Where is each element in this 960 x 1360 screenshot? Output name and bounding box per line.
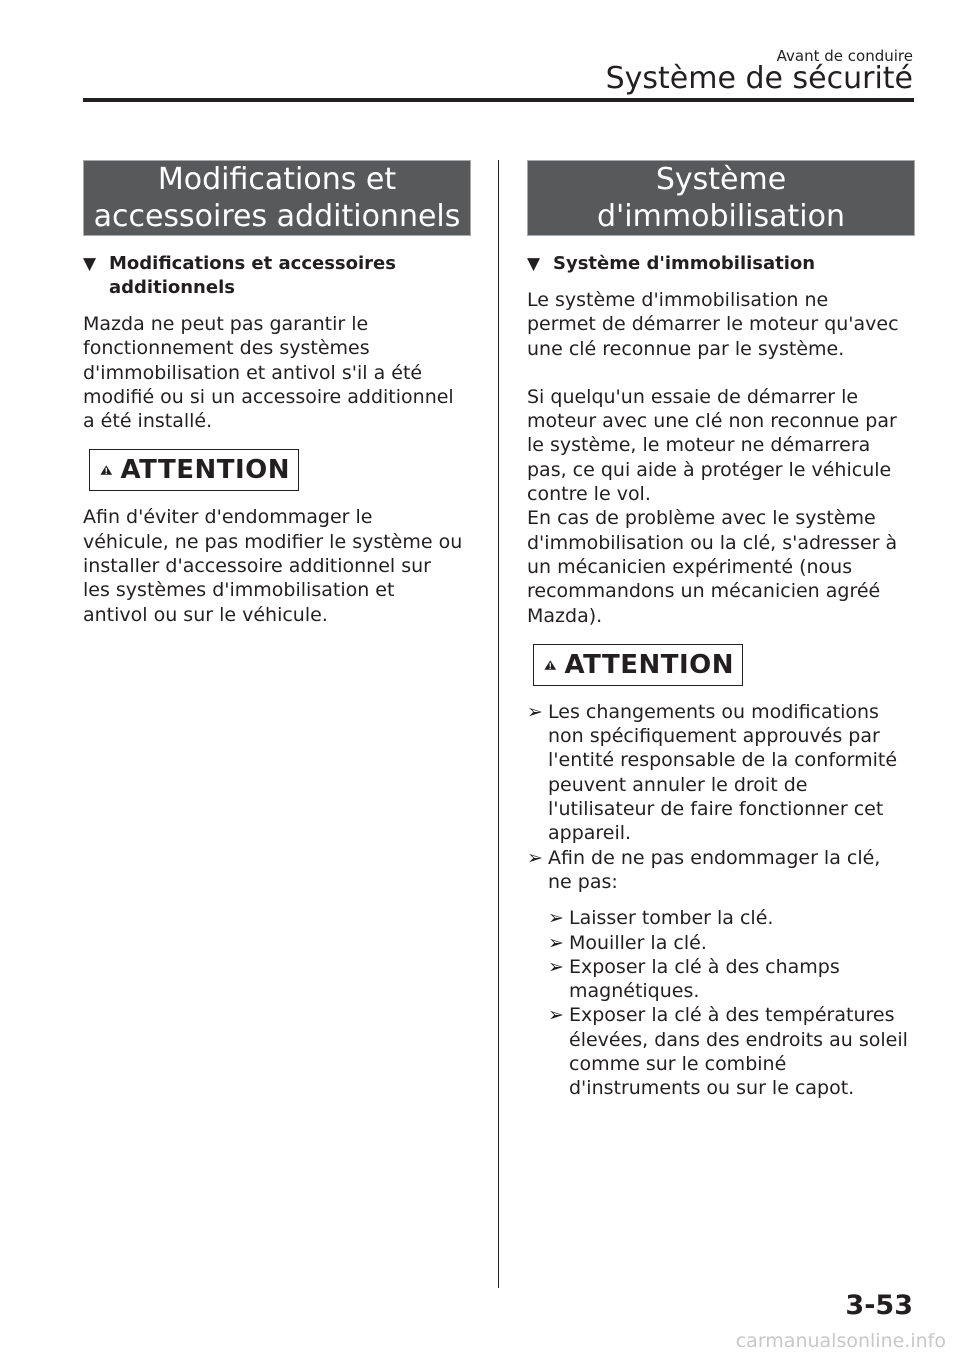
arrowhead-right-icon: ➢ <box>527 846 543 869</box>
text-line: une clé reconnue par le système. <box>527 337 845 360</box>
watermark: carmanualsonline.info <box>735 1330 946 1352</box>
attention-bullet-list <box>527 700 915 894</box>
section-banner-immobilisation <box>527 160 915 236</box>
text-line: installer d'accessoire additionnel sur <box>83 555 431 578</box>
text-line: pas, ce qui aide à protéger le véhicule <box>527 458 892 481</box>
text-line: contre le vol. <box>527 483 651 506</box>
text-line: Mouiller la clé. <box>569 931 707 954</box>
text-line: moteur avec une clé non reconnue par <box>527 410 897 433</box>
text-line: Exposer la clé à des températures <box>569 1004 895 1027</box>
body-paragraph <box>527 385 915 628</box>
page-number: 3-53 <box>845 1290 913 1321</box>
text-line: antivol ou sur le véhicule. <box>83 603 328 626</box>
banner-line: Système <box>655 162 787 197</box>
text-line: Afin de ne pas endommager la clé, <box>548 846 881 869</box>
arrowhead-right-icon: ➢ <box>548 1004 564 1027</box>
banner-line: accessoires additionnels <box>93 199 461 234</box>
attention-box <box>89 449 299 491</box>
text-line: véhicule, ne pas modifier le système ou <box>83 530 463 553</box>
text-line: En cas de problème avec le système <box>527 507 876 530</box>
text-line: Le système d'immobilisation ne <box>527 289 829 311</box>
arrowhead-right-icon: ➢ <box>548 907 564 930</box>
header-subtitle: Avant de conduire <box>776 47 913 65</box>
text-line: a été installé. <box>83 410 213 433</box>
list-item <box>548 1003 915 1100</box>
triangle-down-icon: ▼ <box>83 254 97 274</box>
body-paragraph <box>527 288 915 361</box>
text-line: comme sur le combiné <box>569 1053 787 1076</box>
text-line: permet de démarrer le moteur qu'avec <box>527 313 899 336</box>
text-line: l'entité responsable de la conformité <box>548 749 898 772</box>
header-rule <box>83 98 914 102</box>
text-line: le système, le moteur ne démarrera <box>527 434 871 457</box>
list-item <box>548 906 915 930</box>
text-line: Mazda ne peut pas garantir le <box>83 313 369 335</box>
attention-box <box>533 644 743 686</box>
list-item <box>548 931 915 955</box>
text-line: Si quelqu'un essaie de démarrer le <box>527 385 859 408</box>
text-line: ne pas: <box>548 870 618 893</box>
column-divider <box>498 160 499 1288</box>
warning-triangle-icon <box>544 651 557 679</box>
text-line: modifié ou si un accessoire additionnel <box>83 385 454 408</box>
text-line: les systèmes d'immobilisation et <box>83 579 395 602</box>
attention-label: ATTENTION <box>120 455 290 486</box>
warning-triangle-icon <box>100 456 113 484</box>
right-column <box>527 160 915 1101</box>
list-item <box>548 955 915 1004</box>
text-line: peuvent annuler le droit de <box>548 773 808 796</box>
text-line: d'instruments ou sur le capot. <box>569 1077 855 1100</box>
text-line: Mazda). <box>527 604 603 627</box>
text-line: Afin d'éviter d'endommager le <box>83 506 373 529</box>
section-banner-modifications <box>83 160 471 236</box>
text-line: magnétiques. <box>569 980 700 1003</box>
body-paragraph <box>83 312 471 433</box>
subheading-immobilisation <box>527 252 915 276</box>
header-title: Système de sécurité <box>605 61 913 96</box>
text-line: Laisser tomber la clé. <box>569 907 774 930</box>
attention-paragraph <box>83 505 471 626</box>
sub-bullet-list <box>548 906 915 1100</box>
text-line: appareil. <box>548 822 632 845</box>
text-line: un mécanicien expérimenté (nous <box>527 555 853 578</box>
list-item <box>527 700 915 846</box>
subheading-line: additionnels <box>109 277 235 298</box>
attention-label: ATTENTION <box>564 649 734 680</box>
text-line: non spécifiquement approuvés par <box>548 725 880 748</box>
text-line: fonctionnement des systèmes <box>83 337 370 360</box>
arrowhead-right-icon: ➢ <box>548 955 564 978</box>
banner-line: Modifications et <box>157 162 397 197</box>
triangle-down-icon: ▼ <box>527 254 541 274</box>
text-line: recommandons un mécanicien agréé <box>527 580 881 603</box>
text-line: l'utilisateur de faire fonctionner cet <box>548 798 884 821</box>
text-line: élevées, dans des endroits au soleil <box>569 1028 908 1051</box>
banner-line: d'immobilisation <box>597 199 845 234</box>
left-column <box>83 160 471 627</box>
subheading-line: Système d'immobilisation <box>553 253 816 274</box>
subheading-line: Modifications et accessoires <box>109 253 396 274</box>
text-line: Exposer la clé à des champs <box>569 955 840 978</box>
arrowhead-right-icon: ➢ <box>527 700 543 723</box>
arrowhead-right-icon: ➢ <box>548 931 564 954</box>
text-line: Les changements ou modifications <box>548 700 879 723</box>
text-line: d'immobilisation et antivol s'il a été <box>83 361 423 384</box>
text-line: d'immobilisation ou la clé, s'adresser à <box>527 531 898 554</box>
subheading-modifications <box>83 252 471 300</box>
list-item <box>527 846 915 895</box>
